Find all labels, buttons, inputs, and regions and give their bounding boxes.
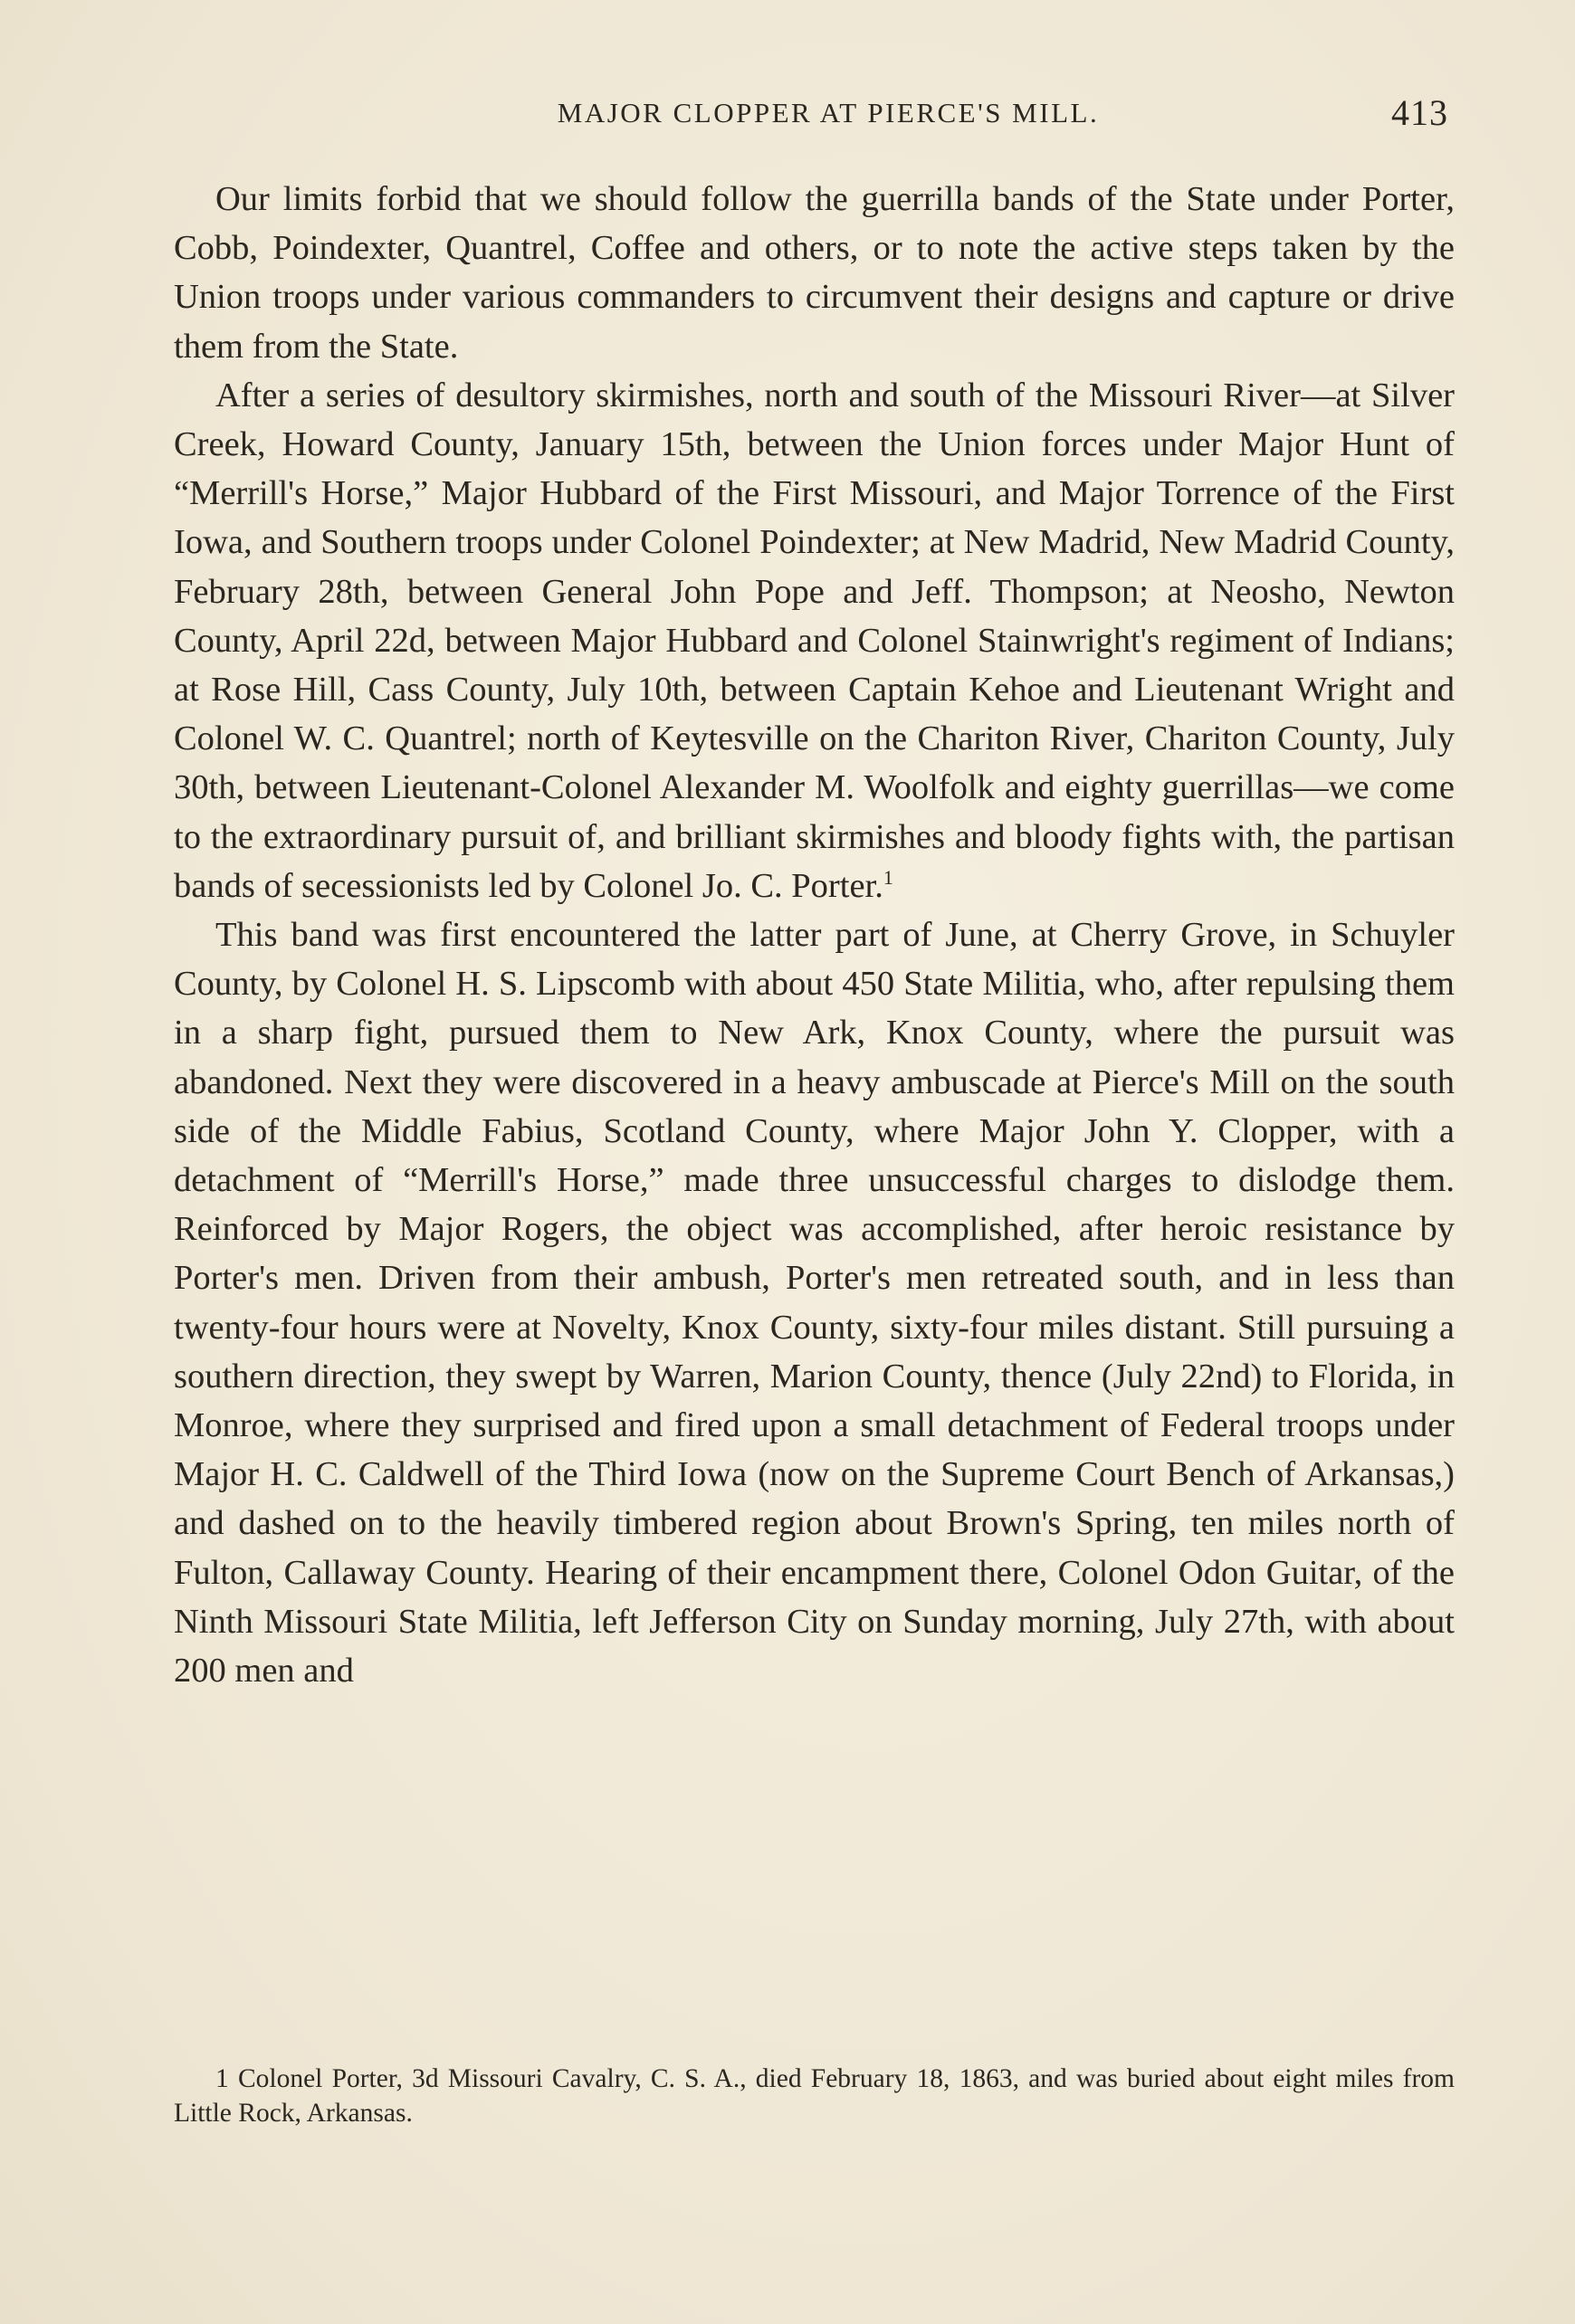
- paragraph-2-text: After a series of desultory skirmishes, north and south of the Missouri River—at Silver Creek, Howard County, January 15th, between the Union forces under Major Hunt of “Merrill's Horse,” Major Hubbard of the First Missouri, and Major Torrence of the First Iowa, and Southern troops under Colonel Poindexter; at New Madrid, New Madrid County, February 28th, between General John Pope and Jeff. Thompson; at Neosho, Newton County, April 22d, between Major Hubbard and Colonel Stainwright's regiment of Indians; at Rose Hill, Cass County, July 10th, between Captain Kehoe and Lieutenant Wright and Colonel W. C. Quantrel; north of Keytesville on the Chariton River, Chariton County, July 30th, between Lieutenant-Colonel Alexander M. Woolfolk and eighty guerrillas—we come to the extraordinary pursuit of, and brilliant skirmishes and bloody fights with, the partisan bands of secessionists led by Colonel Jo. C. Porter.: [174, 376, 1455, 905]
- running-head: [172, 90, 1448, 136]
- page-number: 413: [1391, 92, 1448, 133]
- footnotes: [174, 2062, 1455, 2130]
- footnote-1: 1 Colonel Porter, 3d Missouri Cavalry, C. S. A., died February 18, 1863, and was buried about eight miles from Little Rock, Arkansas.: [174, 2064, 1455, 2128]
- body-text: [174, 175, 1455, 1695]
- running-title: MAJOR CLOPPER AT PIERCE'S MILL.: [557, 97, 1100, 129]
- paragraph-1: [174, 175, 1455, 371]
- paragraph-3-text: This band was first encountered the latter part of June, at Cherry Grove, in Schuyler County, by Colonel H. S. Lipscomb with about 450 State Militia, who, after repulsing them in a sharp fight, pursued them to New Ark, Knox County, where the pursuit was abandoned. Next they were discovered in a heavy ambuscade at Pierce's Mill on the south side of the Middle Fabius, Scotland County, where Major John Y. Clopper, with a detachment of “Merrill's Horse,” made three unsuccessful charges to dislodge them. Reinforced by Major Rogers, the object was accomplished, after heroic resistance by Porter's men. Driven from their ambush, Porter's men retreated south, and in less than twenty-four hours were at Novelty, Knox County, sixty-four miles distant. Still pursuing a southern direction, they swept by Warren, Marion County, thence (July 22nd) to Florida, in Monroe, where they surprised and fired upon a small detachment of Federal troops under Major H. C. Caldwell of the Third Iowa (now on the Supreme Court Bench of Arkansas,) and dashed on to the heavily timbered region about Brown's Spring, ten miles north of Fulton, Callaway County. Hearing of their encampment there, Colonel Odon Guitar, of the Ninth Missouri State Militia, left Jefferson City on Sunday morning, July 27th, with about 200 men and: [174, 916, 1455, 1691]
- paragraph-3: [174, 910, 1455, 1695]
- paragraph-1-text: Our limits forbid that we should follow the guerrilla bands of the State under Porter, Cobb, Poindexter, Quantrel, Coffee and others, or to note the active steps taken by the Union troops under various commanders to circumvent their designs and capture or drive them from the State.: [174, 180, 1455, 366]
- paragraph-2: [174, 371, 1455, 910]
- footnote-reference: 1: [883, 866, 893, 890]
